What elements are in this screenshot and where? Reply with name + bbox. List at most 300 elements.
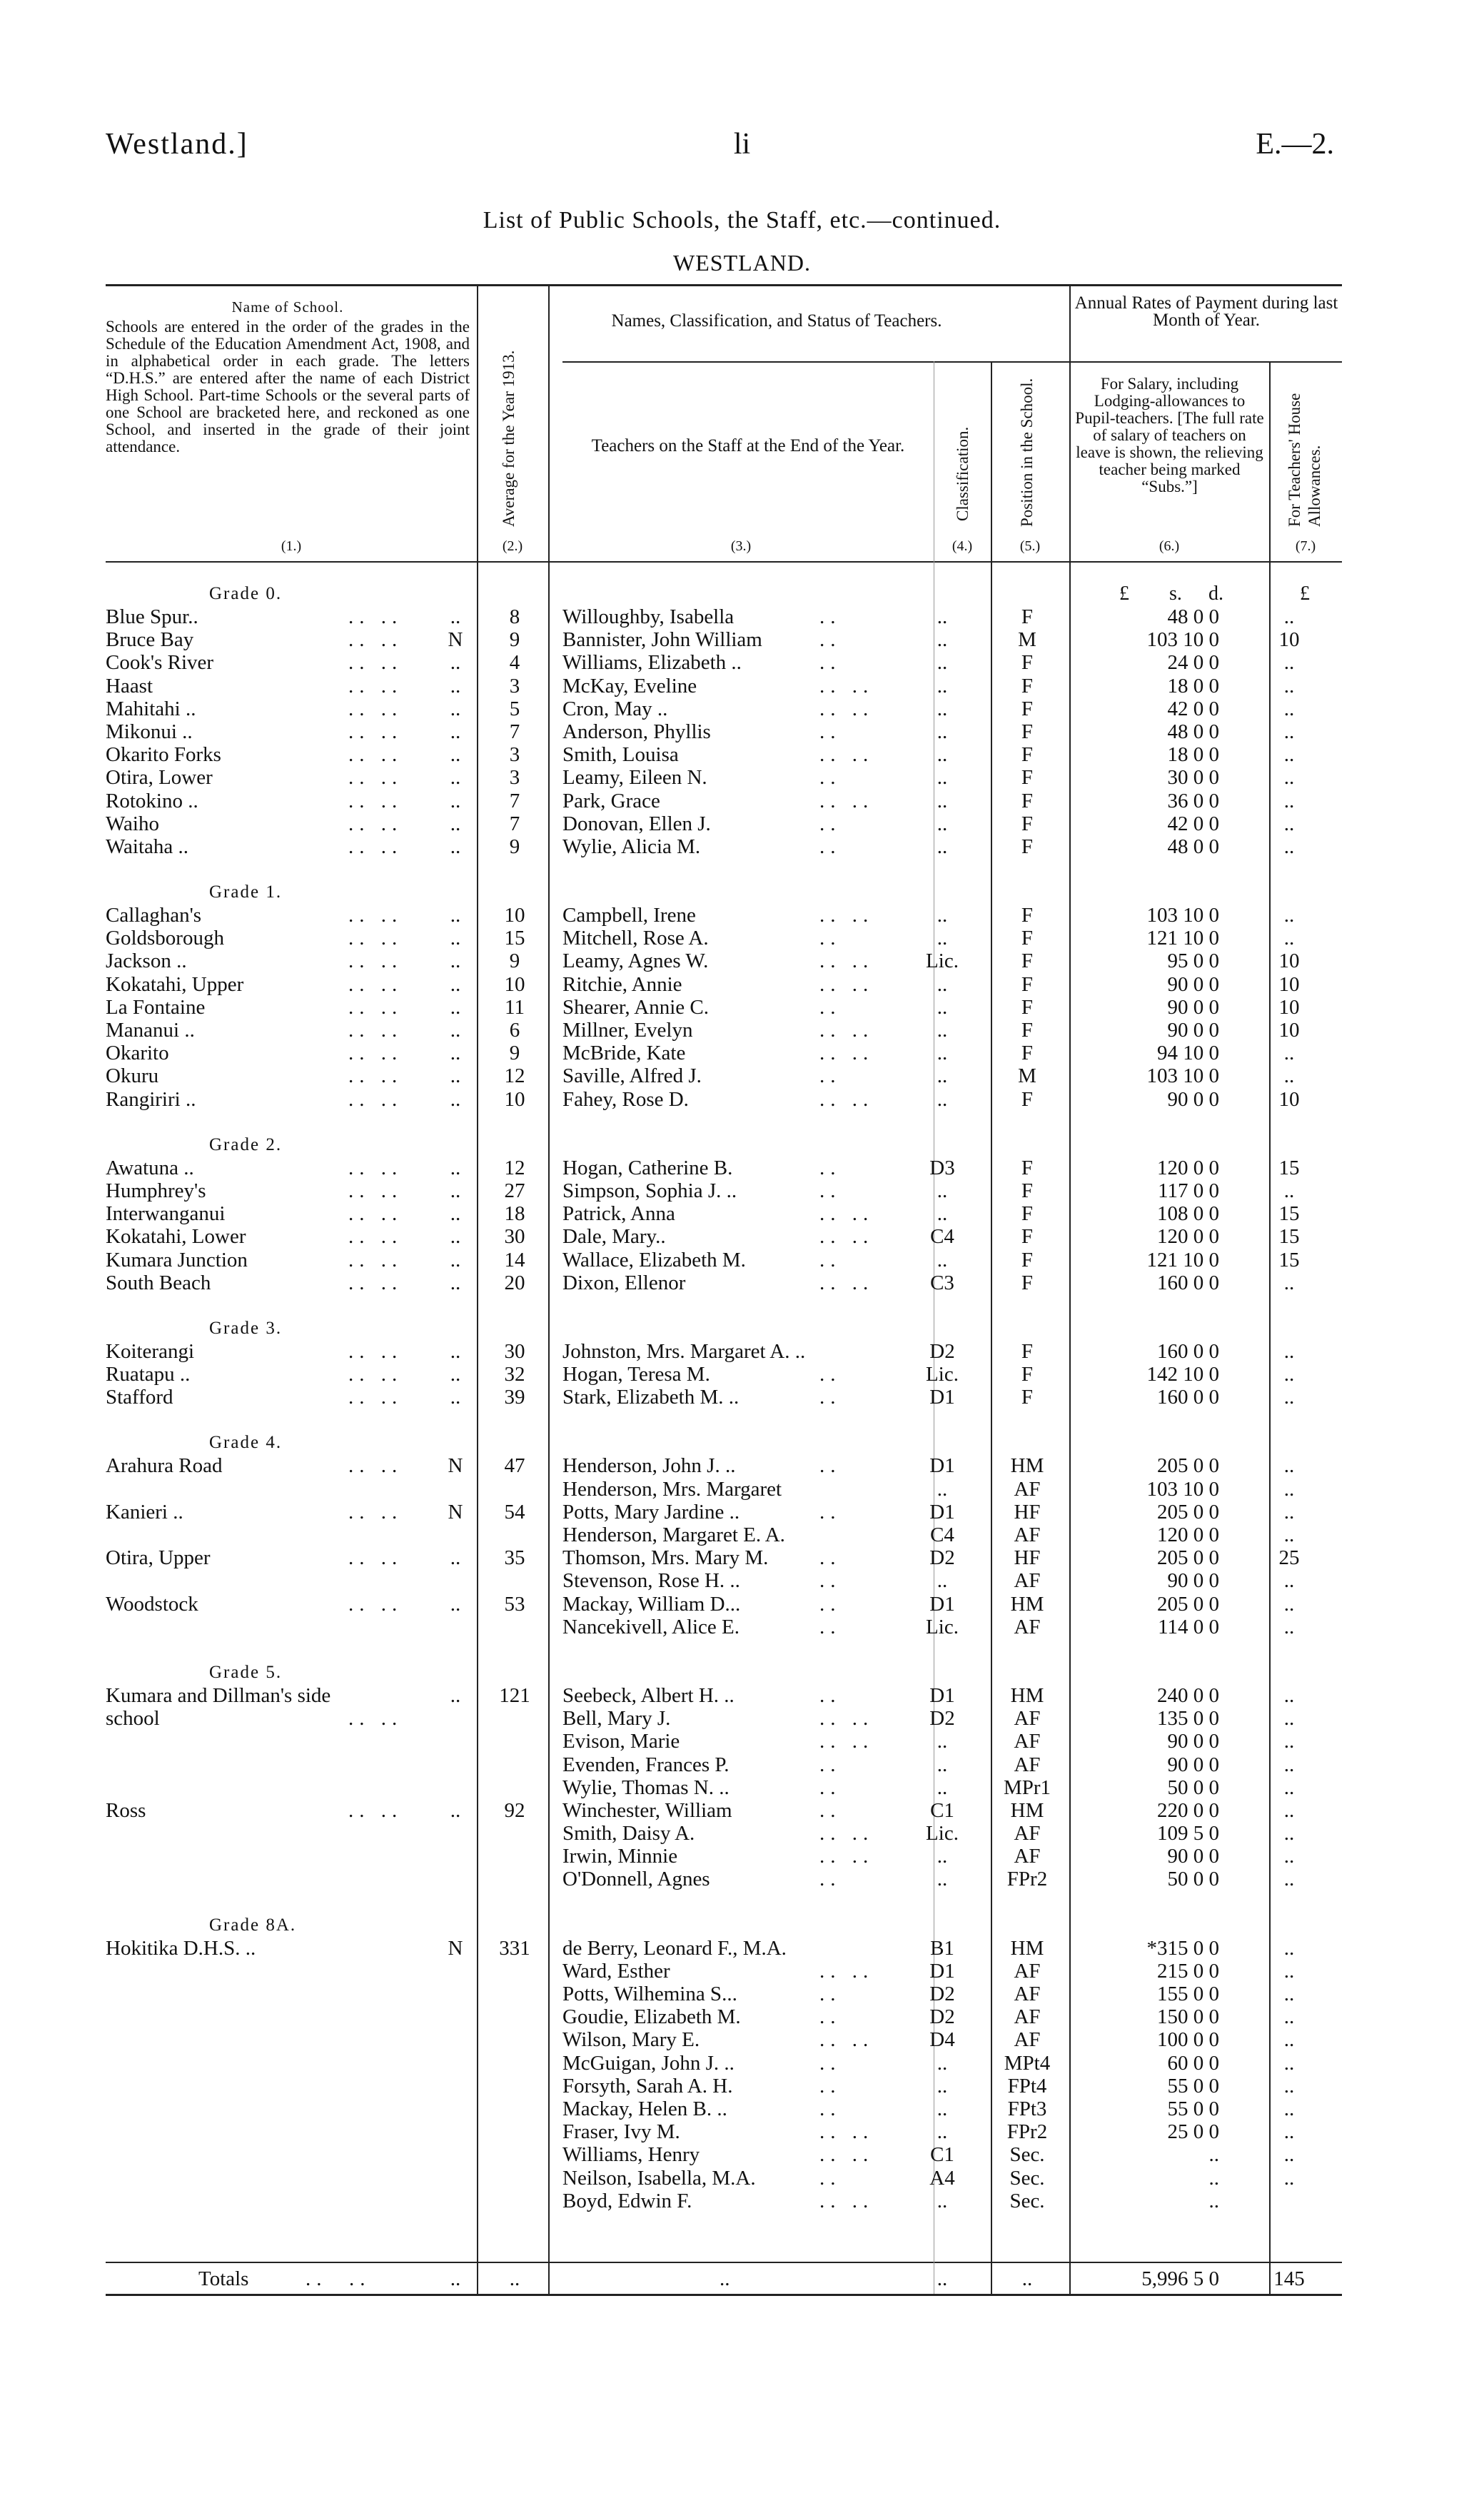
cell-sal: 135 0 0	[1157, 1707, 1219, 1731]
cell-cls: C4	[930, 1524, 954, 1546]
cell-avg: 9	[509, 628, 520, 652]
cell-cls: ..	[937, 1087, 948, 1111]
cell-allow: ..	[1283, 1959, 1295, 1983]
cell-sal: 114 0 0	[1158, 1615, 1219, 1638]
leader-dots: .. ..	[819, 1730, 874, 1753]
table-row	[106, 2005, 1342, 2028]
cell-avg: 4	[509, 651, 520, 675]
cell-pos: Sec.	[1009, 2166, 1045, 2190]
table-row	[106, 1363, 1342, 1386]
cell-school: school	[106, 1707, 160, 1731]
cell-cls: ..	[937, 697, 948, 720]
unit-pounds: £	[1119, 583, 1129, 605]
grade-heading: Grade 2.	[209, 1134, 283, 1154]
cell-sal: 90 0 0	[1167, 972, 1219, 996]
cell-allow: ..	[1283, 1454, 1295, 1478]
cell-name: Bannister, John William	[562, 628, 762, 652]
cell-dhs: ..	[450, 1156, 461, 1179]
cell-name: Williams, Elizabeth ..	[562, 651, 742, 675]
cell-school: Stafford	[106, 1386, 173, 1409]
table-row	[106, 1202, 1342, 1225]
cell-sal: 48 0 0	[1167, 605, 1219, 628]
col-number-7: (7.)	[1295, 538, 1316, 554]
cell-allow: ..	[1283, 720, 1295, 743]
cell-sal: ..	[1208, 2166, 1219, 2190]
cell-cls: ..	[937, 789, 948, 812]
totals-row: Totals .. .. .. .. .. .. .. 5,996 5 0 145	[106, 2267, 1342, 2290]
cell-school: Kokatahi, Lower	[106, 1225, 246, 1249]
cell-avg: 12	[504, 1064, 525, 1088]
leader-dots: .. ..	[348, 674, 403, 698]
cell-pos: F	[1021, 972, 1034, 996]
cell-name: Potts, Mary Jardine ..	[562, 1500, 740, 1524]
cell-sal: 42 0 0	[1167, 697, 1219, 720]
leader-dots: .. ..	[819, 1202, 874, 1226]
cell-name: Hogan, Teresa M.	[562, 1363, 710, 1386]
cell-allow: ..	[1283, 1798, 1295, 1822]
cell-dhs: ..	[450, 1339, 461, 1363]
page-header-right: E.—2.	[1256, 128, 1334, 161]
cell-sal: 95 0 0	[1167, 950, 1219, 973]
table-row	[106, 766, 1342, 789]
page-subtitle: WESTLAND.	[673, 250, 811, 276]
cell-allow: 15	[1278, 1248, 1300, 1271]
cell-school: Okuru	[106, 1064, 159, 1088]
cell-name: Dixon, Ellenor	[562, 1271, 686, 1294]
table-row	[106, 1546, 1342, 1569]
cell-allow: ..	[1283, 1822, 1295, 1845]
table-row	[106, 1019, 1342, 1042]
cell-dhs: ..	[450, 1386, 461, 1409]
cell-sal: 42 0 0	[1167, 812, 1219, 835]
cell-allow: ..	[1283, 2028, 1295, 2052]
cell-pos: F	[1021, 1156, 1034, 1179]
cell-name: Henderson, Mrs. Margaret	[562, 1477, 782, 1501]
leader-dots: .. ..	[819, 2120, 874, 2144]
cell-school: Goldsborough	[106, 927, 224, 950]
cell-cls: ..	[937, 1064, 948, 1088]
cell-allow: ..	[1283, 1179, 1295, 1202]
cell-name: Wylie, Alicia M.	[562, 835, 701, 858]
cell-name: Simpson, Sophia J. ..	[562, 1179, 737, 1202]
cell-cls: ..	[937, 995, 948, 1019]
col-number-2: (2.)	[502, 538, 523, 554]
cell-pos: F	[1021, 1248, 1034, 1271]
leader-dots: .. ..	[348, 1248, 403, 1271]
leader-dots: ..	[819, 651, 842, 675]
cell-cls: D2	[929, 1983, 955, 2005]
cell-school: Okarito Forks	[106, 743, 221, 767]
cell-cls: C3	[930, 1271, 954, 1294]
leader-dots: .. ..	[819, 1959, 874, 1983]
table-row	[106, 1684, 1342, 1707]
cell-cls: ..	[937, 628, 948, 652]
leader-dots: ..	[819, 1983, 842, 2005]
leader-dots: .. ..	[348, 1339, 403, 1363]
cell-allow: ..	[1283, 1339, 1295, 1363]
cell-avg: 12	[504, 1156, 525, 1179]
cell-sal: 160 0 0	[1157, 1339, 1219, 1363]
grade-heading: Grade 1.	[209, 882, 283, 902]
totals-name: ..	[720, 2267, 730, 2290]
cell-allow: ..	[1283, 1500, 1295, 1524]
cell-sal: 103 10 0	[1146, 904, 1219, 927]
cell-name: Henderson, Margaret E. A.	[562, 1524, 785, 1546]
table-row	[106, 1478, 1342, 1501]
cell-pos: F	[1021, 927, 1034, 950]
cell-allow: ..	[1283, 2005, 1295, 2029]
leader-dots: .. ..	[348, 1202, 403, 1226]
cell-school: Rotokino ..	[106, 789, 198, 812]
cell-cls: D1	[929, 1386, 955, 1409]
cell-cls: D2	[929, 1339, 955, 1363]
cell-pos: F	[1021, 1019, 1034, 1042]
cell-school: Cook's River	[106, 651, 214, 675]
cell-school: Ruatapu ..	[106, 1363, 191, 1386]
leader-dots: .. ..	[819, 950, 874, 973]
schools-table	[106, 284, 1342, 2312]
cell-allow: 10	[1278, 1019, 1300, 1042]
cell-pos: F	[1021, 674, 1034, 698]
leader-dots: .. ..	[348, 1019, 403, 1042]
cell-pos: F	[1021, 1271, 1034, 1294]
cell-sal: 90 0 0	[1167, 1845, 1219, 1868]
cell-sal: 108 0 0	[1157, 1202, 1219, 1226]
cell-name: Park, Grace	[562, 789, 660, 812]
cell-school: Mahitahi ..	[106, 697, 196, 720]
cell-allow: ..	[1283, 1936, 1295, 1960]
cell-dhs: ..	[450, 743, 461, 767]
cell-pos: AF	[1014, 2005, 1041, 2029]
cell-name: Patrick, Anna	[562, 1202, 675, 1226]
leader-dots: ..	[819, 1592, 842, 1616]
cell-allow: ..	[1283, 1615, 1295, 1638]
cell-dhs: ..	[450, 1087, 461, 1111]
cell-sal: 160 0 0	[1157, 1386, 1219, 1409]
cell-name: Willoughby, Isabella	[562, 605, 735, 628]
cell-allow: ..	[1283, 1845, 1295, 1868]
table-row	[106, 698, 1342, 720]
cell-dhs: ..	[450, 789, 461, 812]
cell-name: McBride, Kate	[562, 1042, 686, 1065]
cell-avg: 54	[504, 1500, 525, 1524]
cell-cls: C1	[930, 1798, 954, 1822]
leader-dots: ..	[819, 835, 842, 858]
cell-pos: M	[1018, 628, 1036, 652]
leader-dots: .. ..	[348, 1156, 403, 1179]
table-row	[106, 1454, 1342, 1477]
cell-dhs: ..	[450, 605, 461, 628]
leader-dots: ..	[819, 1156, 842, 1179]
table-row	[106, 1524, 1342, 1546]
cell-pos: F	[1021, 720, 1034, 743]
cell-name: Boyd, Edwin F.	[562, 2189, 692, 2212]
cell-avg: 3	[509, 743, 520, 767]
cell-sal: 142 10 0	[1146, 1363, 1219, 1386]
cell-pos: M	[1018, 1064, 1036, 1088]
grade-heading: Grade 0.	[209, 584, 283, 603]
cell-school: Hokitika D.H.S. ..	[106, 1936, 256, 1960]
cell-allow: ..	[1283, 812, 1295, 835]
cell-avg: 14	[504, 1248, 525, 1271]
cell-name: Stevenson, Rose H. ..	[562, 1569, 740, 1593]
cell-sal: 205 0 0	[1157, 1546, 1219, 1570]
cell-pos: FPr2	[1006, 2120, 1048, 2144]
cell-school: Blue Spur..	[106, 605, 198, 628]
table-row	[106, 1616, 1342, 1638]
cell-pos: Sec.	[1009, 2143, 1045, 2167]
totals-top-rule	[106, 2262, 1342, 2263]
cell-allow: ..	[1283, 2051, 1295, 2075]
leader-dots: ..	[819, 1569, 842, 1593]
page-title: List of Public Schools, the Staff, etc.—continued.	[483, 207, 1001, 233]
classification-heading: Classification.	[954, 426, 971, 521]
cell-pos: F	[1021, 743, 1034, 767]
cell-allow: ..	[1283, 1569, 1295, 1593]
cell-school: Humphrey's	[106, 1179, 206, 1202]
page-header-left: Westland.]	[106, 128, 248, 161]
leader-dots: .. ..	[348, 835, 403, 858]
cell-sal: 48 0 0	[1167, 720, 1219, 743]
cell-avg: 121	[499, 1683, 530, 1707]
cell-pos: F	[1021, 1363, 1034, 1386]
cell-sal: 50 0 0	[1167, 1868, 1219, 1891]
grade-spacer	[106, 1111, 1342, 1134]
table-row	[106, 720, 1342, 743]
cell-cls: Lic.	[926, 1822, 959, 1845]
cell-school: Rangiriri ..	[106, 1087, 196, 1111]
table-row	[106, 651, 1342, 674]
table-row	[106, 675, 1342, 698]
cell-avg: 30	[504, 1339, 525, 1363]
cell-cls: D1	[929, 1500, 955, 1524]
unit-pence: d.	[1208, 583, 1223, 605]
table-top-rule	[106, 284, 1342, 286]
cell-pos: F	[1021, 1225, 1034, 1249]
cell-sal: 120 0 0	[1157, 1225, 1219, 1249]
cell-cls: Lic.	[926, 1363, 959, 1386]
cell-school: Bruce Bay	[106, 628, 194, 652]
cell-pos: Sec.	[1009, 2189, 1045, 2212]
cell-dhs: N	[448, 1454, 463, 1478]
cell-cls: ..	[937, 1868, 948, 1891]
cell-allow: ..	[1283, 1683, 1295, 1707]
leader-dots: .. ..	[348, 1707, 403, 1731]
leader-dots: ..	[819, 2005, 842, 2029]
totals-dhs: ..	[450, 2267, 461, 2290]
cell-cls: Lic.	[926, 1615, 959, 1638]
cell-sal: 90 0 0	[1167, 1730, 1219, 1753]
leader-dots: .. ..	[819, 1042, 874, 1065]
cell-name: Stark, Elizabeth M. ..	[562, 1386, 740, 1409]
cell-cls: ..	[937, 1477, 948, 1501]
table-row	[106, 1179, 1342, 1202]
cell-cls: ..	[937, 766, 948, 790]
cell-pos: AF	[1014, 1983, 1041, 2005]
cell-allow: ..	[1283, 743, 1295, 767]
cell-cls: B1	[930, 1936, 954, 1960]
leader-dots: ..	[819, 1615, 842, 1638]
cell-avg: 10	[504, 904, 525, 927]
page-number: li	[733, 128, 751, 161]
leader-dots: ..	[819, 1868, 842, 1891]
totals-avg: ..	[509, 2267, 520, 2290]
leader-dots: .. ..	[819, 1707, 874, 1731]
cell-sal: 215 0 0	[1157, 1959, 1219, 1983]
leader-dots: .. ..	[348, 1042, 403, 1065]
cell-pos: F	[1021, 812, 1034, 835]
leader-dots: .. ..	[348, 927, 403, 950]
leader-dots: .. ..	[348, 605, 403, 628]
table-row	[106, 1960, 1342, 1983]
table-row	[106, 1707, 1342, 1730]
cell-name: McKay, Eveline	[562, 674, 697, 698]
leader-dots: ..	[819, 1753, 842, 1776]
cell-sal: 90 0 0	[1167, 1569, 1219, 1593]
house-allowances-heading: For Teachers' House Allowances.	[1286, 393, 1323, 527]
cell-allow: 10	[1278, 1087, 1300, 1111]
cell-allow: ..	[1283, 697, 1295, 720]
table-row	[106, 790, 1342, 812]
leader-dots: ..	[819, 812, 842, 835]
cell-cls: ..	[937, 812, 948, 835]
cell-cls: D2	[929, 1546, 955, 1570]
cell-pos: AF	[1014, 1707, 1041, 1731]
table-row	[106, 628, 1342, 651]
cell-pos: F	[1021, 651, 1034, 675]
leader-dots: .. ..	[348, 1064, 403, 1088]
cell-sal: 55 0 0	[1167, 2097, 1219, 2120]
totals-salary: 5,996 5 0	[1141, 2267, 1219, 2290]
table-row	[106, 812, 1342, 835]
payment-group-heading: Annual Rates of Payment during last Month of Year.	[1074, 293, 1338, 330]
cell-school: Otira, Upper	[106, 1546, 211, 1570]
cell-dhs: ..	[450, 812, 461, 835]
leader-dots: .. ..	[348, 1546, 403, 1570]
col-number-1: (1.)	[281, 538, 302, 554]
cell-name: Wylie, Thomas N. ..	[562, 1776, 730, 1799]
cell-cls: ..	[937, 2074, 948, 2097]
cell-dhs: ..	[450, 1592, 461, 1616]
cell-name: Bell, Mary J.	[562, 1707, 671, 1731]
cell-name: Smith, Daisy A.	[562, 1822, 695, 1845]
teachers-heading: Teachers on the Staff at the End of the Year.	[591, 436, 905, 455]
cell-name: Leamy, Eileen N.	[562, 766, 707, 790]
cell-avg: 331	[499, 1936, 530, 1960]
totals-label: Totals	[198, 2267, 249, 2290]
table-row	[106, 1593, 1342, 1616]
table-row	[106, 2028, 1342, 2051]
cell-allow: ..	[1283, 2074, 1295, 2097]
cell-pos: F	[1021, 1042, 1034, 1065]
leader-dots: .. ..	[348, 904, 403, 927]
cell-allow: ..	[1283, 1730, 1295, 1753]
cell-cls: D4	[929, 2028, 955, 2052]
cell-name: Saville, Alfred J.	[562, 1064, 702, 1088]
cell-cls: ..	[937, 835, 948, 858]
cell-cls: C1	[930, 2143, 954, 2167]
cell-cls: C4	[930, 1225, 954, 1249]
cell-avg: 7	[509, 789, 520, 812]
cell-dhs: ..	[450, 1546, 461, 1570]
cell-pos: F	[1021, 697, 1034, 720]
cell-pos: F	[1021, 789, 1034, 812]
cell-cls: D2	[929, 2005, 955, 2029]
cell-dhs: ..	[450, 835, 461, 858]
leader-dots: .. ..	[348, 972, 403, 996]
cell-dhs: ..	[450, 927, 461, 950]
cell-cls: D1	[929, 1959, 955, 1983]
cell-school: Jackson ..	[106, 950, 187, 973]
cell-pos: F	[1021, 1202, 1034, 1226]
leader-dots: .. ..	[819, 2028, 874, 2052]
cell-cls: ..	[937, 1569, 948, 1593]
cell-sal: 103 10 0	[1146, 1064, 1219, 1088]
cell-avg: 30	[504, 1225, 525, 1249]
cell-name: Irwin, Minnie	[562, 1845, 678, 1868]
table-row	[106, 1088, 1342, 1111]
grade-spacer	[106, 1891, 1342, 1914]
grade-heading: Grade 8A.	[209, 1915, 297, 1935]
cell-name: Leamy, Agnes W.	[562, 950, 709, 973]
cell-sal: 240 0 0	[1157, 1683, 1219, 1707]
cell-name: Potts, Wilhemina S...	[562, 1983, 737, 2005]
leader-dots: .. ..	[348, 995, 403, 1019]
cell-avg: 11	[505, 995, 525, 1019]
cell-pos: AF	[1014, 1845, 1041, 1868]
leader-dots: .. ..	[348, 743, 403, 767]
cell-cls: ..	[937, 1845, 948, 1868]
leader-dots: .. ..	[348, 1087, 403, 1111]
cell-pos: F	[1021, 1087, 1034, 1111]
cell-avg: 3	[509, 766, 520, 790]
leader-dots: ..	[819, 766, 842, 790]
leader-dots: .. ..	[819, 674, 874, 698]
cell-sal: 50 0 0	[1167, 1776, 1219, 1799]
cell-pos: AF	[1014, 2028, 1041, 2052]
school-note: Schools are entered in the order of the grades in the Schedule of the Education Amendment Act, 1908, and in alphabetical order in each grade. The letters “D.H.S.” are entered after the name of each District High School. Part-time Schools or the several parts of one School are bracketed here, and reckoned as one School, and inserted in the grade of their joint attendance.	[106, 318, 470, 455]
leader-dots: .. ..	[348, 1386, 403, 1409]
leader-dots: ..	[819, 2051, 842, 2075]
cell-avg: 20	[504, 1271, 525, 1294]
cell-cls: D1	[929, 1592, 955, 1616]
leader-dots: .. ..	[819, 1271, 874, 1294]
table-row	[106, 1569, 1342, 1592]
table-row	[106, 1822, 1342, 1845]
leader-dots: .. ..	[819, 1087, 874, 1111]
cell-cls: ..	[937, 1753, 948, 1776]
average-heading: Average for the Year 1913.	[500, 350, 518, 527]
cell-name: Hogan, Catherine B.	[562, 1156, 733, 1179]
cell-dhs: ..	[450, 1064, 461, 1088]
leader-dots: ..	[819, 1500, 842, 1524]
cell-cls: ..	[937, 2189, 948, 2212]
cell-sal: 18 0 0	[1167, 674, 1219, 698]
cell-school: Callaghan's	[106, 904, 202, 927]
cell-pos: FPr2	[1006, 1868, 1048, 1891]
cell-pos: HM	[1010, 1683, 1044, 1707]
cell-allow: 15	[1278, 1156, 1300, 1179]
cell-allow: ..	[1283, 927, 1295, 950]
cell-name: Evenden, Frances P.	[562, 1753, 730, 1776]
cell-dhs: ..	[450, 1179, 461, 1202]
cell-pos: MPr1	[1003, 1776, 1051, 1799]
table-row	[106, 1225, 1342, 1248]
cell-cls: ..	[937, 904, 948, 927]
table-row	[106, 835, 1342, 858]
leader-dots: .. ..	[348, 1271, 403, 1294]
cell-dhs: ..	[450, 1798, 461, 1822]
